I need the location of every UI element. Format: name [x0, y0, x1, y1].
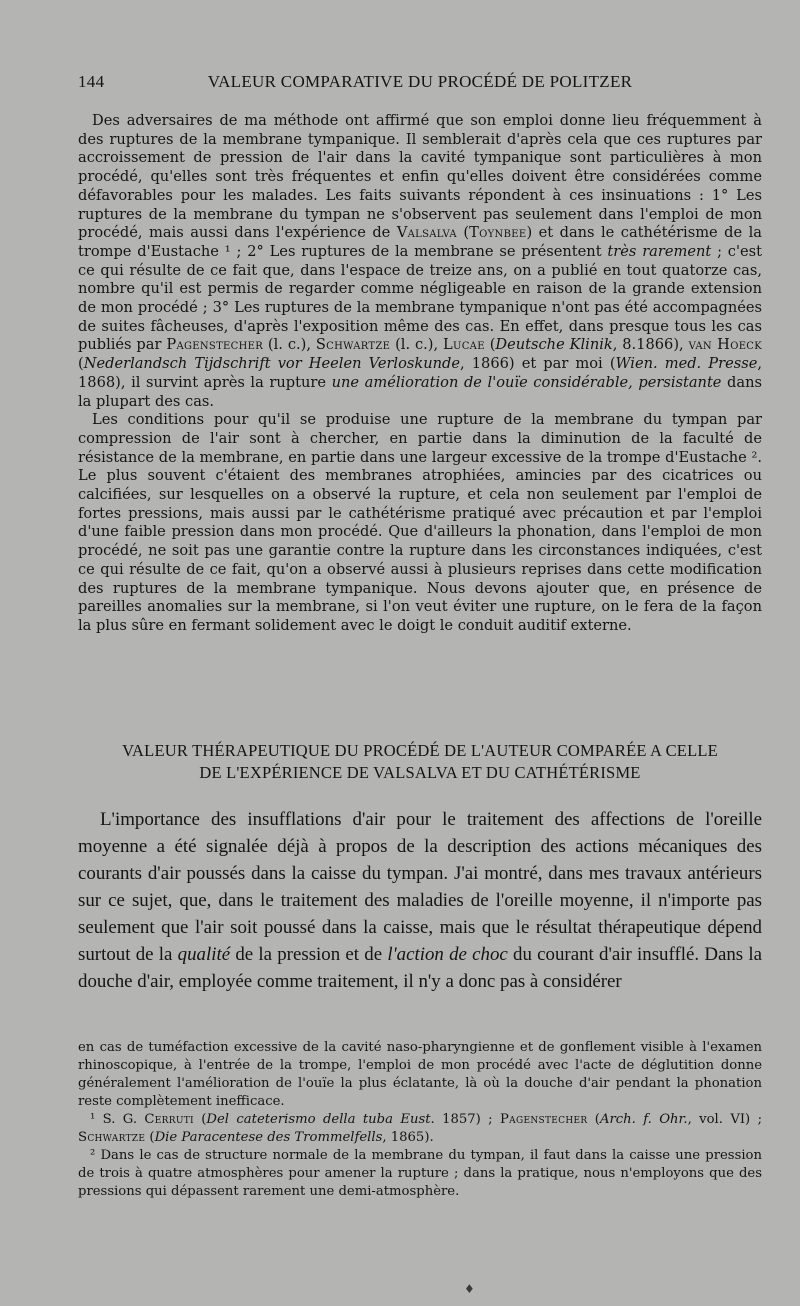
footnote-continuation: en cas de tuméfaction excessive de la cavité naso-pharyngienne et de gonflement visible à l'examen rhinoscopique, à l'entrée de la trompe, l'emploi de mon procédé avec l'acte de déglutition donne généralement l'amélioration de l'ouïe la plus éclatante, là où la douche d'air pendant la phonation reste complètement inefficace.: [78, 1040, 762, 1109]
printer-mark: ♦: [464, 1282, 475, 1296]
work-title: Del cateterismo della tuba Eust.: [206, 1112, 435, 1127]
running-header: [78, 72, 762, 96]
section-heading-line: VALEUR THÉRAPEUTIQUE DU PROCÉDÉ DE L'AUTEUR COMPARÉE A CELLE: [122, 741, 718, 760]
emphasis: très rarement: [607, 242, 712, 260]
section-heading: [78, 740, 762, 784]
body-text-upper: [78, 112, 762, 636]
journal-title: Wien. med. Presse: [615, 355, 758, 373]
author-name: Lucae: [443, 336, 485, 354]
author-name: Pagenstecher: [166, 336, 264, 354]
author-name: Toynbee: [469, 224, 527, 242]
paragraph-conditions: Les conditions pour qu'il se produise une rupture de la membrane du tympan par compression de l'air sont à chercher, en partie dans la diminution de la faculté de résistance de la membrane, en partie dans une largeur excessive de la trompe d'Eustache ². Le plus souvent c'étaient des membranes atrophiées, amincies par des cicatrices ou calcifiées, sur lesquelles on a observé la rupture, et cela non seulement par l'emploi de fortes pressions, mais aussi par le cathétérisme pratiqué avec précaution et par l'emploi d'une faible pression dans mon procédé. Que d'ailleurs la phonation, dans l'emploi de mon procédé, ne soit pas une garantie contre la rupture dans les circonstances indiquées, c'est ce qui résulte de ce fait, qu'on a observé aussi à plusieurs reprises dans cette modification des ruptures de la membrane tympanique. Nous devons ajouter que, en présence de pareilles anomalies sur la membrane, si l'on veut éviter une rupture, on le fera de la façon la plus sûre en fermant solidement avec le doigt le conduit auditif externe.: [78, 411, 762, 634]
section-heading-line: DE L'EXPÉRIENCE DE VALSALVA ET DU CATHÉTÉRISME: [199, 763, 641, 782]
author-name: Schwartze: [78, 1130, 146, 1145]
paragraph-insufflations: L'importance des insufflations d'air pour le traitement des affections de l'oreille moyenne a été signalée déjà à propos de la description des actions mécaniques des courants d'air poussés dans la caisse du tympan. J'ai montré, dans mes travaux antérieurs sur ce sujet, que, dans le traitement des maladies de l'oreille moyenne, il n'importe pas seulement que l'air soit poussé dans la caisse, mais que le résultat thérapeutique dépend surtout de la qualité de la pression et de l'action de choc du courant d'air insufflé. Dans la douche d'air, employée comme traitement, il n'y a donc pas à considérer: [78, 809, 762, 992]
author-name: Valsalva: [396, 224, 457, 242]
footnote-2: ² Dans le cas de structure normale de la membrane du tympan, il faut dans la caisse une pression de trois à quatre atmosphères pour amener la rupture ; dans la pratique, nous n'employons que des pressions qui dépassent rarement une demi-atmosphère.: [78, 1148, 762, 1199]
author-name: van Hoeck: [688, 336, 763, 354]
work-title: Arch. f. Ohr.: [599, 1112, 688, 1127]
author-name: Schwartze: [315, 336, 391, 354]
author-name: Pagenstecher: [500, 1112, 588, 1127]
footnotes: [78, 1039, 762, 1201]
emphasis: une amélioration de l'ouïe considérable, persistante: [331, 373, 722, 391]
journal-title: Deutsche Klinik: [495, 336, 613, 354]
author-name: Cerruti: [144, 1112, 194, 1127]
body-text-lower: [78, 806, 762, 995]
page-number: 144: [78, 72, 105, 91]
emphasis: qualité: [177, 944, 231, 965]
paragraph-ruptures: Des adversaires de ma méthode ont affirmé que son emploi donne lieu fréquemment à des ruptures de la membrane tympanique. Il semblerait d'après cela que ces ruptures par accroissement de pression de l'air dans la cavité tympanique sont particulières à mon procédé, qu'elles sont très fréquentes et enfin qu'elles doivent être considérées comme défavorables pour les malades. Les faits suivants répondent à ces insinuations : 1° Les ruptures de la membrane du tympan ne s'observent pas seulement dans l'emploi de mon procédé, mais aussi dans l'expérience de Valsalva (Toynbee) et dans le cathétérisme de la trompe d'Eustache ¹ ; 2° Les ruptures de la membrane se présentent très rarement ; c'est ce qui résulte de ce fait que, dans l'espace de treize ans, on a publié en tout quatorze cas, nombre qu'il est permis de regarder comme négligeable en raison de la grande extension de mon procédé ; 3° Les ruptures de la membrane tympanique n'ont pas été accompagnées de suites fâcheuses, d'après l'exposition même des cas. En effet, dans presque tous les cas publiés par Pagenstecher (l. c.), Schwartze (l. c.), Lucae (Deutsche Klinik, 8.1866), van Hoeck (Nederlandsch Tijdschrift vor Heelen Verloskunde, 1866) et par moi (Wien. med. Presse, 1868), il survint après la rupture une amélioration de l'ouïe considérable, persistante dans la plupart des cas.: [78, 112, 763, 410]
journal-title: Nederlandsch Tijdschrift vor Heelen Verloskunde: [83, 355, 460, 373]
running-title: VALEUR COMPARATIVE DU PROCÉDÉ DE POLITZER: [207, 72, 633, 91]
work-title: Die Paracentese des Trommelfells: [154, 1130, 383, 1145]
footnote-1: ¹ S. G. Cerruti (Del cateterismo della tuba Eust. 1857) ; Pagenstecher (Arch. f. Ohr., vol. VI) ; Schwartze (Die Paracentese des Trommelfells, 1865).: [78, 1112, 763, 1145]
emphasis: l'action de choc: [387, 944, 508, 965]
